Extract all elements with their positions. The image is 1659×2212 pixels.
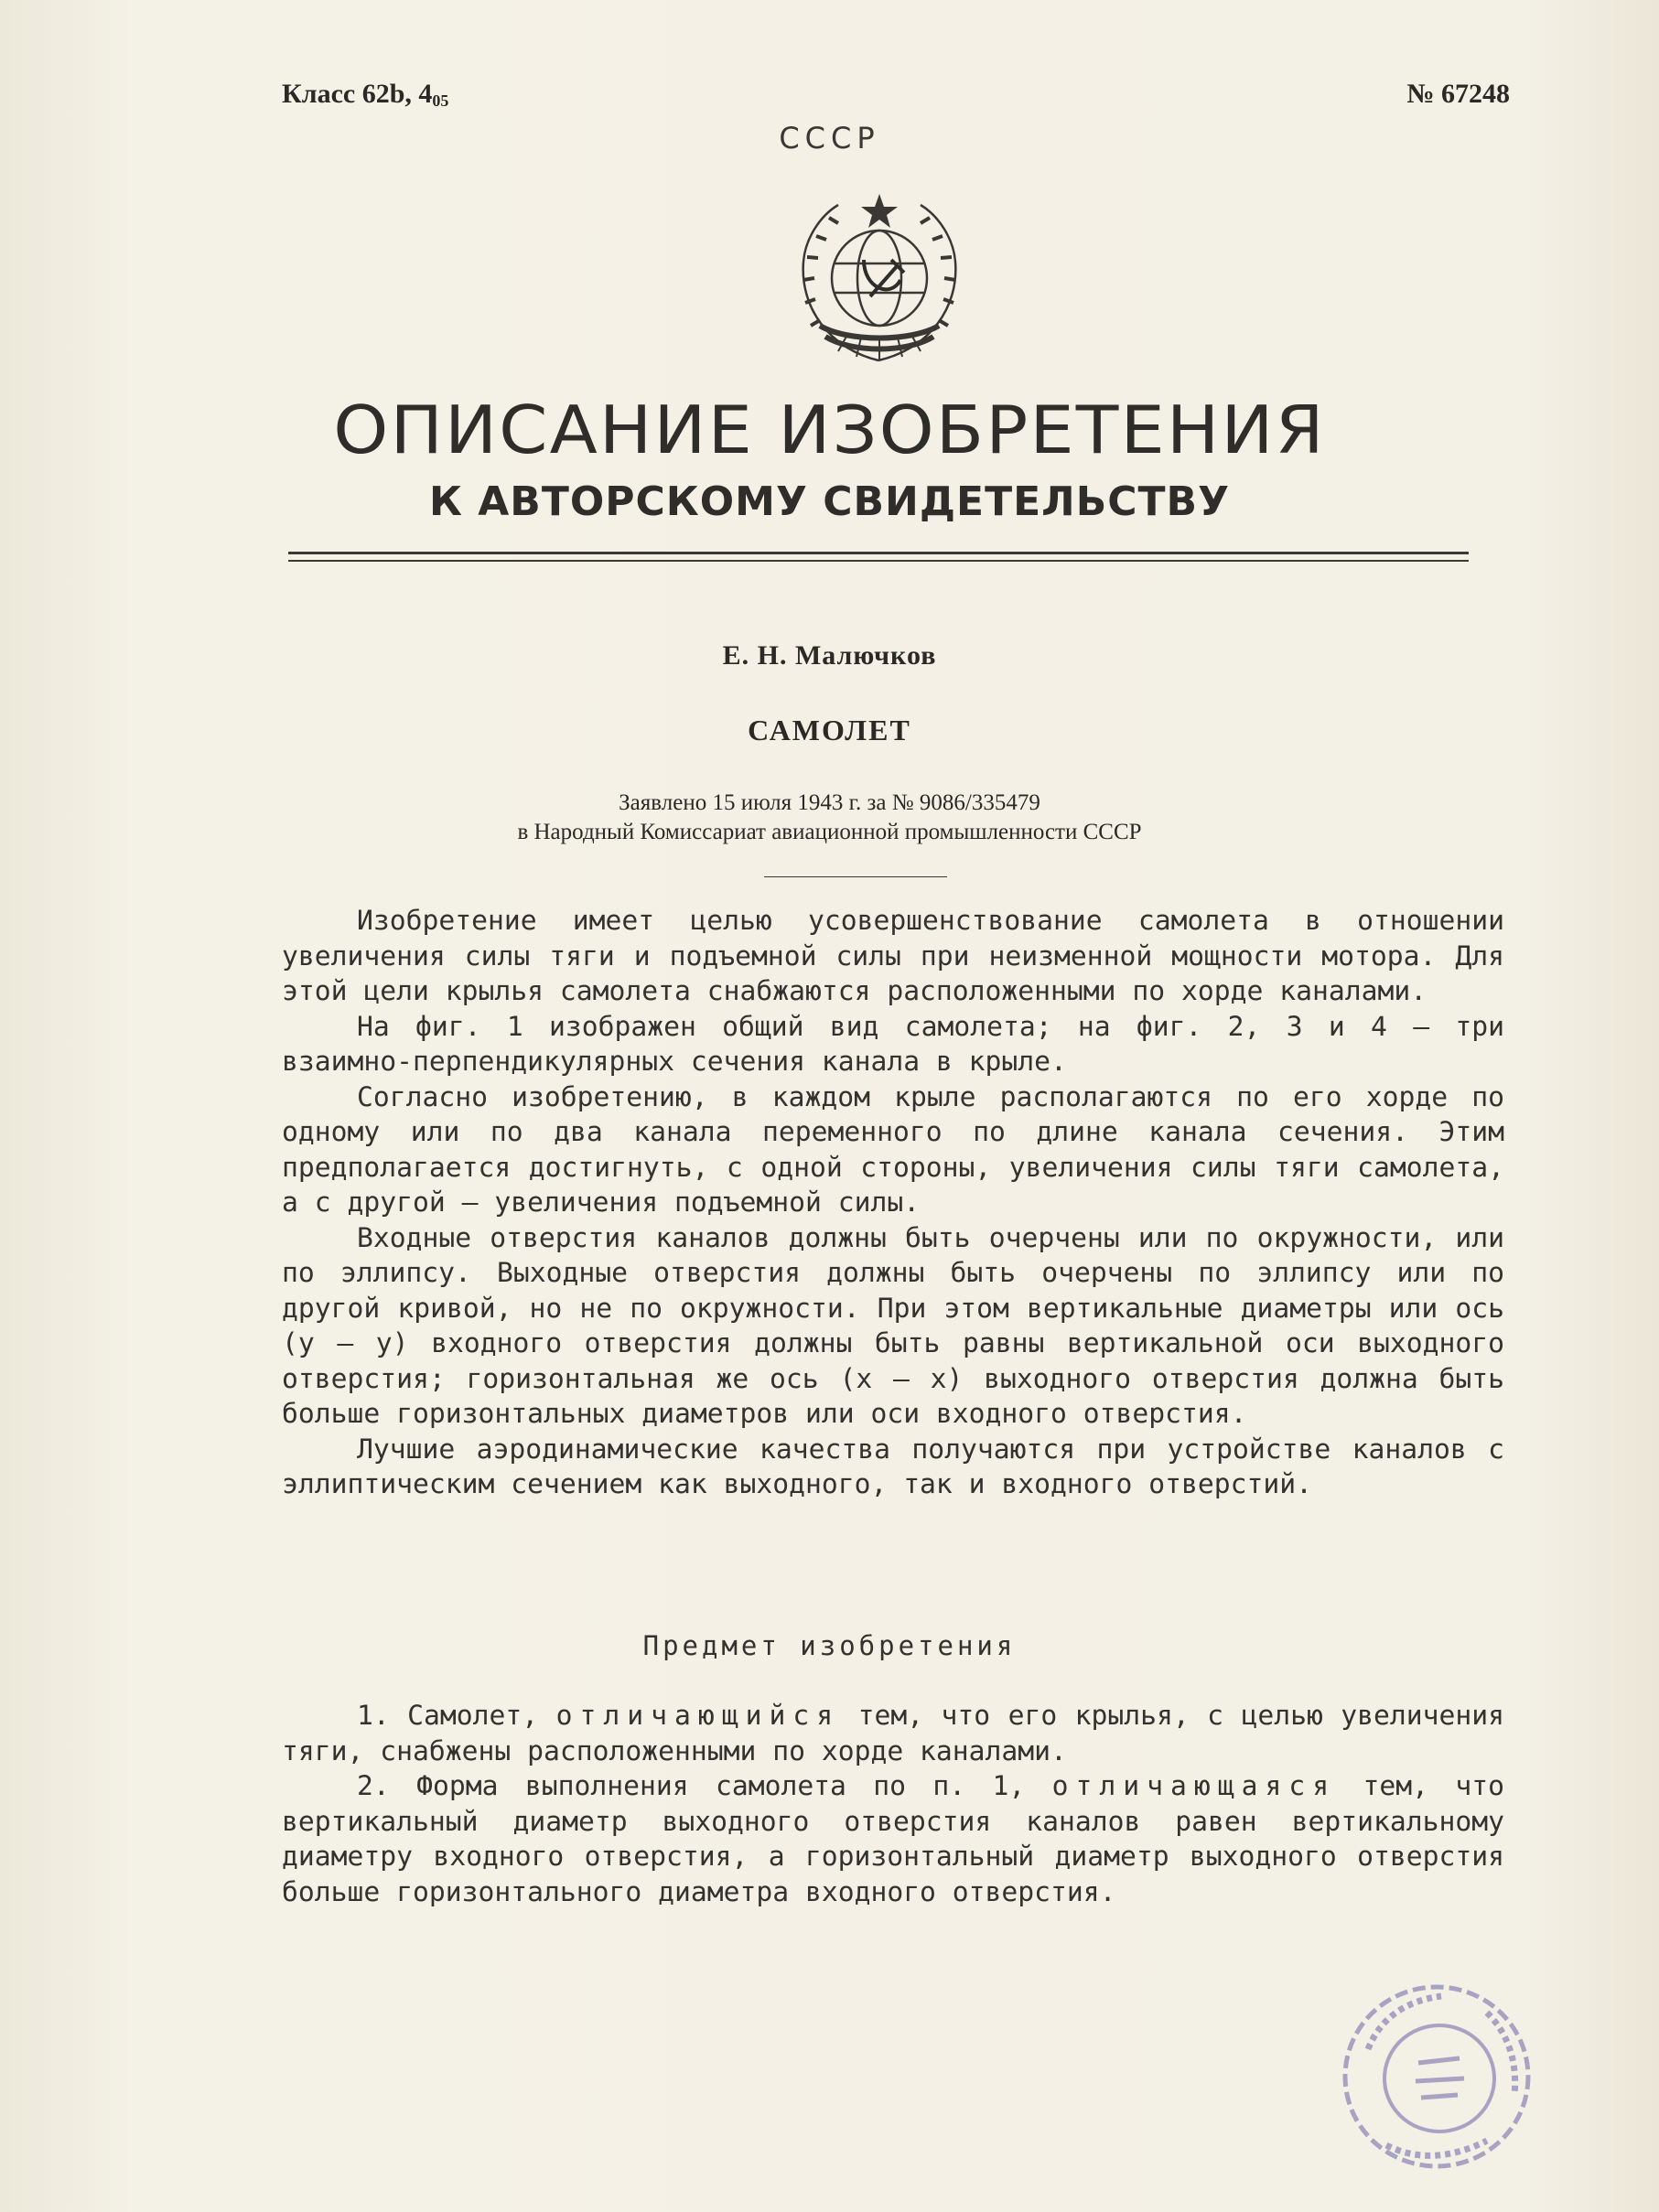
description-paragraph: Изобретение имеет целью усовершенствование самолета в отношении увеличения силы тяги и подъемной силы при неизменной мощности мотора. Для этой цели крылья самолета снабжаются расположенными по хорде каналами. [282, 905, 1504, 1007]
ussr-emblem-icon [783, 188, 975, 371]
section-divider [764, 876, 947, 877]
library-stamp-icon [1331, 1976, 1542, 2177]
description-paragraph: Входные отверстия каналов должны быть очерчены или по окружности, или по эллипсу. Выходные отверстия должны быть очерчены по эллипсу или по другой кривой, но не по окружности. При этом вертикальные диаметры или ось (у — у) входного отверстия должны быть равны вертикальной оси выходного отверстия; горизонтальная же ось (х — х) выходного отверстия должна быть больше горизонтальных диаметров или оси входного отверстия. [282, 1221, 1504, 1430]
claim-1-start: 1. Самолет, [357, 1700, 539, 1732]
patent-class-text: Класс 62b, 4 [282, 79, 433, 109]
document-title: ОПИСАНИЕ ИЗОБРЕТЕНИЯ [333, 392, 1326, 468]
patent-number: № 67248 [1406, 79, 1510, 109]
claims-heading: Предмет изобретения [642, 1630, 1017, 1661]
description-paragraph: Согласно изобретению, в каждом крыле располагаются по его хорде по одному или по два канала переменного по длине канала сечения. Этим предполагается достигнуть, с одной стороны, увеличения силы тяги самолета, а с другой — увеличения подъемной силы. [282, 1080, 1504, 1219]
header-divider-top [288, 552, 1469, 554]
country-label: СССР [779, 121, 880, 156]
claim-1 [282, 1699, 1504, 1769]
description-paragraph: На фиг. 1 изображен общий вид самолета; на фиг. 2, 3 и 4 — три взаимно-перпендикулярных сечения канала в крыле. [282, 1010, 1504, 1078]
claims-body [282, 1699, 1504, 1910]
patent-class-subscript: 05 [432, 91, 449, 110]
claim-2 [282, 1769, 1504, 1910]
claim-2-keyword: отличающаяся [1051, 1770, 1337, 1802]
description-paragraph: Лучшие аэродинамические качества получаются при устройстве каналов с эллиптическим сечением как выходного, так и входного отверстий. [282, 1433, 1504, 1500]
invention-title: САМОЛЕТ [748, 714, 911, 746]
description-body [282, 904, 1504, 1503]
claim-2-start: 2. Форма выполнения самолета по п. 1, [357, 1770, 1026, 1802]
filing-info [0, 789, 1659, 847]
filing-line-1: Заявлено 15 июля 1943 г. за № 9086/335479 [619, 790, 1040, 815]
claim-2-rest: тем, что вертикальный диаметр выходного отверстия каналов равен вертикальному диаметру входного отверстия, а горизонтальный диаметр выходного отверстия больше горизонтального диаметра входного отверстия. [282, 1770, 1504, 1908]
claim-1-rest: тем, что его крылья, с целью увеличения тяги, снабжены расположенными по хорде каналами. [282, 1700, 1505, 1767]
filing-line-2: в Народный Комиссариат авиационной промышленности СССР [517, 820, 1142, 844]
author-name: Е. Н. Малючков [722, 640, 937, 671]
document-subtitle: К АВТОРСКОМУ СВИДЕТЕЛЬСТВУ [428, 478, 1231, 525]
patent-class [282, 79, 448, 111]
header-divider-bottom [288, 560, 1469, 562]
claim-1-keyword: отличающийся [555, 1700, 841, 1732]
